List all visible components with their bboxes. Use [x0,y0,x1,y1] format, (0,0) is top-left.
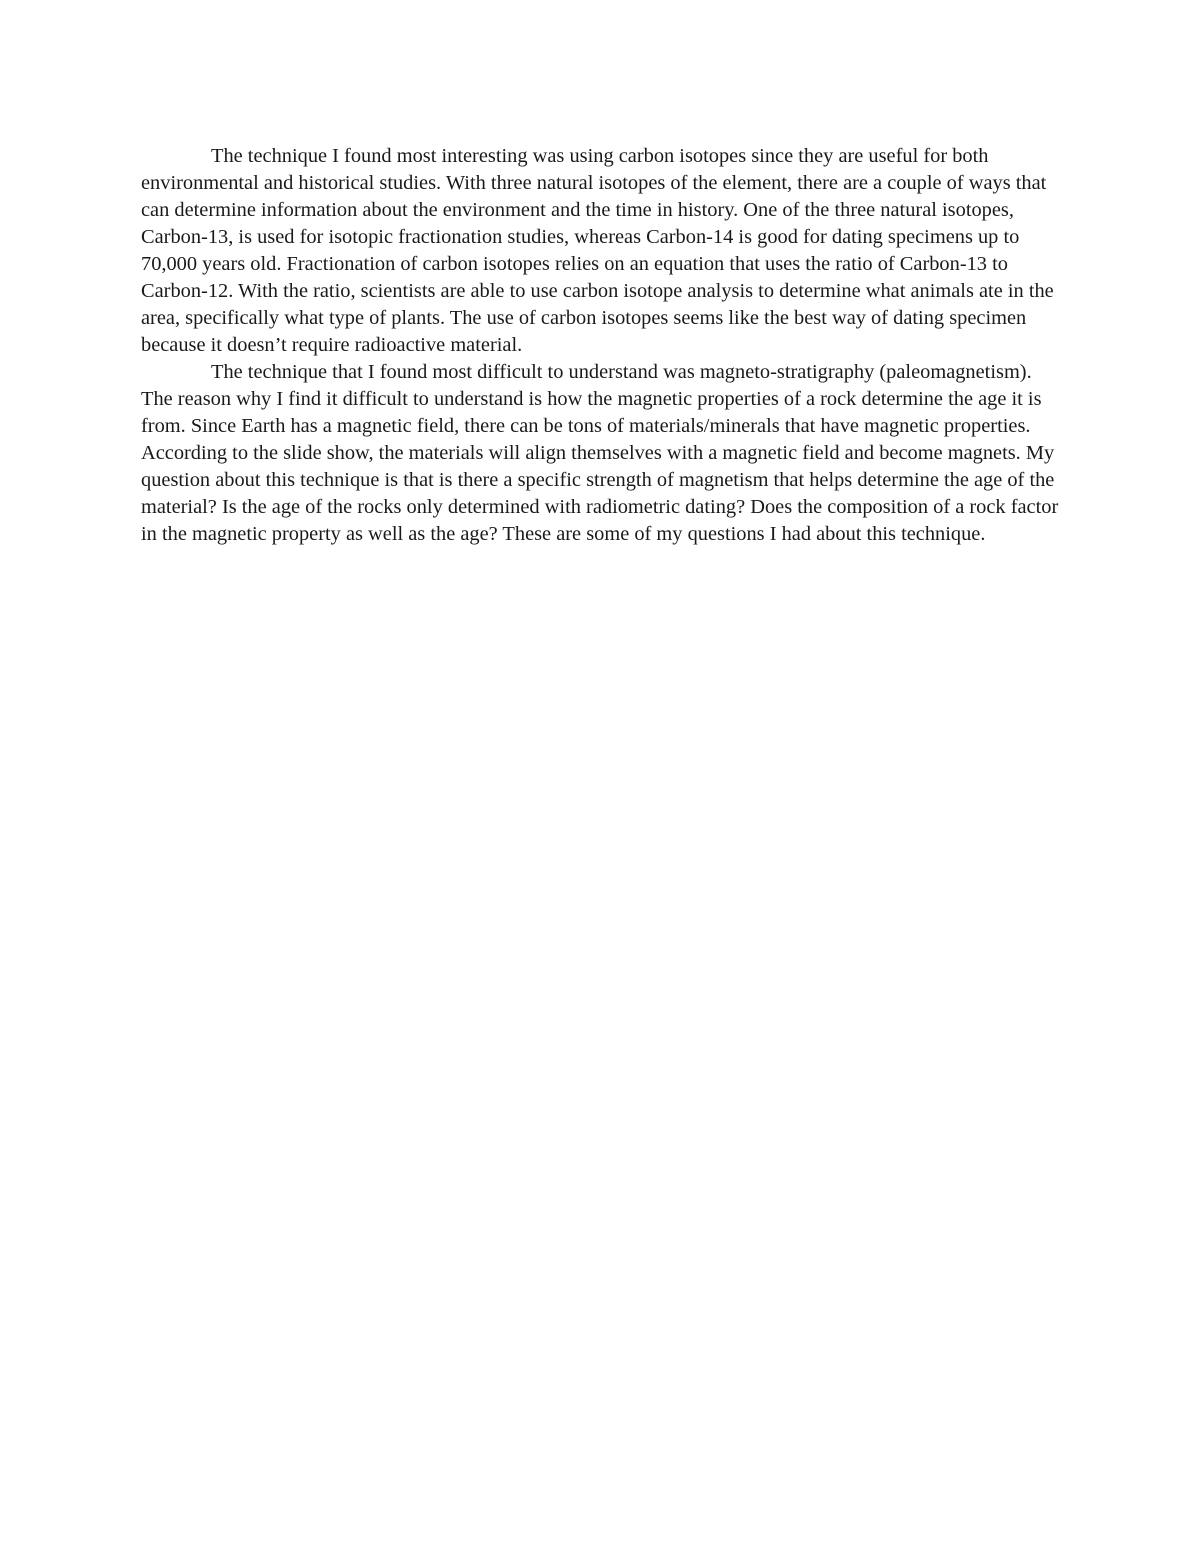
paragraph-magneto-stratigraphy: The technique that I found most difficult to understand was magneto-stratigraphy (paleomagnetism). The reason why I find it difficult to understand is how the magnetic properties of a rock determine the age it is from. Since Earth has a magnetic field, there can be tons of materials/minerals that have magnetic properties. According to the slide show, the materials will align themselves with a magnetic field and become magnets. My question about this technique is that is there a specific strength of magnetism that helps determine the age of the material? Is the age of the rocks only determined with radiometric dating? Does the composition of a rock factor in the magnetic property as well as the age? These are some of my questions I had about this technique. [141,361,1059,545]
paragraph-carbon-isotopes: The technique I found most interesting was using carbon isotopes since they are useful for both environmental and historical studies. With three natural isotopes of the element, there are a couple of ways that can determine information about the environment and the time in history. One of the three natural isotopes, Carbon-13, is used for isotopic fractionation studies, whereas Carbon-14 is good for dating specimens up to 70,000 years old. Fractionation of carbon isotopes relies on an equation that uses the ratio of Carbon-13 to Carbon-12. With the ratio, scientists are able to use carbon isotope analysis to determine what animals ate in the area, specifically what type of plants. The use of carbon isotopes seems like the best way of dating specimen because it doesn’t require radioactive material. [141,145,1054,356]
document-body [141,143,1066,548]
